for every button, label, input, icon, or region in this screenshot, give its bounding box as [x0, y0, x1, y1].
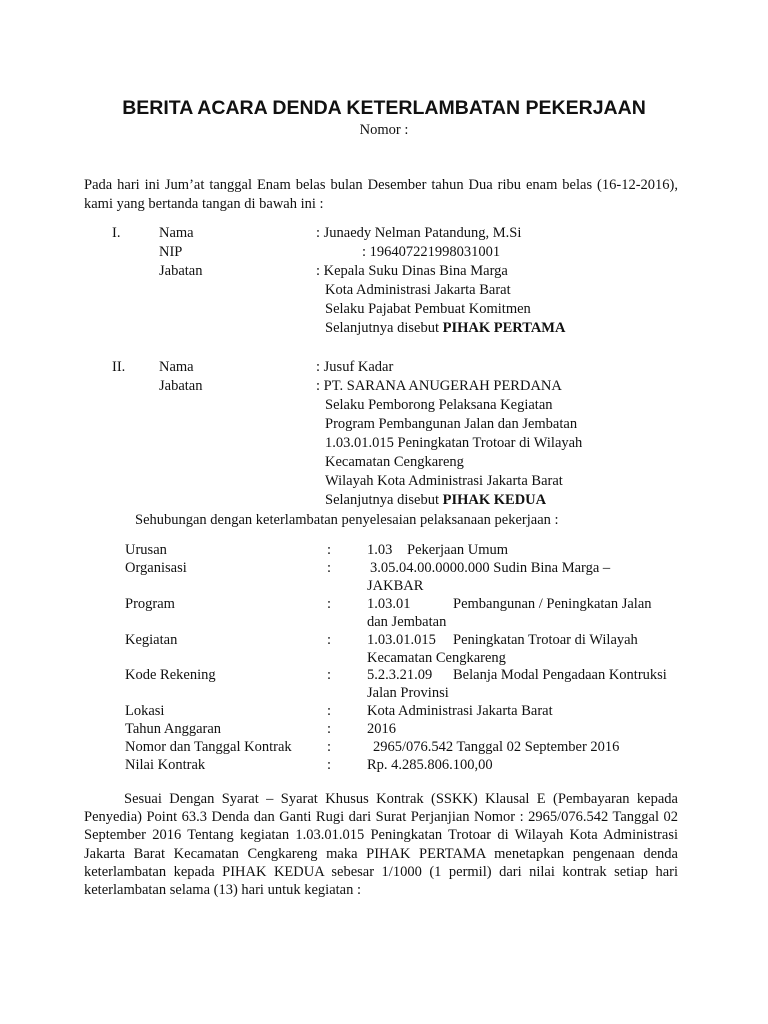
- detail-organisasi-cont: JAKBAR: [367, 578, 424, 594]
- detail-urusan-label: Urusan: [125, 542, 167, 558]
- detail-urusan-name: Pekerjaan Umum: [407, 542, 509, 558]
- detail-kegiatan-name: Peningkatan Trotoar di Wilayah: [453, 632, 638, 648]
- party1-jabatan-line3: Selaku Pajabat Pembuat Komitmen: [325, 301, 531, 317]
- detail-colon: :: [327, 632, 332, 648]
- party2-designation-bold: PIHAK KEDUA: [442, 492, 547, 508]
- party1-nama-label: Nama: [159, 225, 194, 241]
- detail-koderekening-label: Kode Rekening: [125, 667, 216, 683]
- party2-jabatan-line4: 1.03.01.015 Peningkatan Trotoar di Wilayah: [325, 435, 583, 451]
- party2-numeral: II.: [112, 359, 126, 375]
- detail-organisasi-label: Organisasi: [125, 560, 187, 576]
- party1-jabatan-value: : Kepala Suku Dinas Bina Marga: [316, 263, 508, 279]
- detail-program-label: Program: [125, 596, 175, 612]
- detail-koderekening-cont: Jalan Provinsi: [367, 685, 449, 701]
- party1-designation-bold: PIHAK PERTAMA: [442, 320, 566, 336]
- detail-nomorkontrak-label: Nomor dan Tanggal Kontrak: [125, 739, 292, 755]
- party2-jabatan-line6: Wilayah Kota Administrasi Jakarta Barat: [325, 473, 563, 489]
- party1-nama-value: : Junaedy Nelman Patandung, M.Si: [316, 225, 522, 241]
- party2-designation: Selanjutnya disebut PIHAK KEDUA: [325, 492, 547, 508]
- party1-jabatan-line2: Kota Administrasi Jakarta Barat: [325, 282, 511, 298]
- party2-nama-value: : Jusuf Kadar: [316, 359, 394, 375]
- detail-urusan-code: 1.03: [367, 542, 393, 558]
- detail-program-name: Pembangunan / Peningkatan Jalan: [453, 596, 652, 612]
- detail-colon: :: [327, 542, 332, 558]
- party1-jabatan-label: Jabatan: [159, 263, 203, 279]
- party2-jabatan-line5: Kecamatan Cengkareng: [325, 454, 464, 470]
- sehubungan-line: Sehubungan dengan keterlambatan penyelesaian pelaksanaan pekerjaan :: [135, 512, 559, 528]
- closing-paragraph: Sesuai Dengan Syarat – Syarat Khusus Kontrak (SSKK) Klausal E (Pembayaran kepada Penyedia) Point 63.3 Denda dan Ganti Rugi dari Surat Perjanjian Nomor : 2965/076.542 Tanggal 02 September 2016 Tentang kegiatan 1.03.01.015 Peningkatan Trotoar di Wilayah Kota Administrasi Jakarta Barat Kecamatan Cengkareng maka PIHAK PERTAMA menetapkan pengenaan denda keterlambatan kepada PIHAK KEDUA sebesar 1/1000 (1 permil) dari nilai kontrak setiap hari keterlambatan selama (13) hari untuk kegiatan :: [84, 791, 678, 899]
- detail-tahun-label: Tahun Anggaran: [125, 721, 222, 737]
- detail-lokasi-value: Kota Administrasi Jakarta Barat: [367, 703, 553, 719]
- party1-nip-value: : 196407221998031001: [362, 244, 501, 260]
- party1-nip-label: NIP: [159, 244, 183, 260]
- detail-colon: :: [327, 596, 332, 612]
- detail-lokasi-label: Lokasi: [125, 703, 165, 719]
- detail-koderekening-name: Belanja Modal Pengadaan Kontruksi: [453, 667, 667, 683]
- detail-koderekening-code: 5.2.3.21.09: [367, 667, 433, 683]
- party2-nama-label: Nama: [159, 359, 194, 375]
- detail-kegiatan-code: 1.03.01.015: [367, 632, 436, 648]
- detail-colon: :: [327, 739, 332, 755]
- party2-jabatan-value: : PT. SARANA ANUGERAH PERDANA: [316, 378, 562, 394]
- party1-designation: Selanjutnya disebut PIHAK PERTAMA: [325, 320, 566, 336]
- detail-colon: :: [327, 703, 332, 719]
- party2-jabatan-line2: Selaku Pemborong Pelaksana Kegiatan: [325, 397, 553, 413]
- detail-organisasi-value: 3.05.04.00.0000.000 Sudin Bina Marga –: [370, 560, 611, 576]
- detail-nilaikontrak-value: Rp. 4.285.806.100,00: [367, 757, 493, 773]
- intro-paragraph: Pada hari ini Jum’at tanggal Enam belas bulan Desember tahun Dua ribu enam belas (16-12-2016), kami yang bertanda tangan di bawah ini :: [84, 177, 678, 212]
- detail-colon: :: [327, 721, 332, 737]
- detail-colon: :: [327, 757, 332, 773]
- detail-colon: :: [327, 560, 332, 576]
- document-title: BERITA ACARA DENDA KETERLAMBATAN PEKERJAAN: [122, 97, 646, 119]
- detail-program-cont: dan Jembatan: [367, 614, 447, 630]
- party2-jabatan-line3: Program Pembangunan Jalan dan Jembatan: [325, 416, 578, 432]
- detail-colon: :: [327, 667, 332, 683]
- detail-tahun-value: 2016: [367, 721, 396, 737]
- detail-kegiatan-label: Kegiatan: [125, 632, 178, 648]
- detail-program-code: 1.03.01: [367, 596, 411, 612]
- detail-nilaikontrak-label: Nilai Kontrak: [125, 757, 206, 773]
- party2-jabatan-label: Jabatan: [159, 378, 203, 394]
- document-number-label: Nomor :: [359, 122, 409, 138]
- detail-nomorkontrak-value: 2965/076.542 Tanggal 02 September 2016: [373, 739, 620, 755]
- party1-numeral: I.: [112, 225, 121, 241]
- detail-kegiatan-cont: Kecamatan Cengkareng: [367, 650, 506, 666]
